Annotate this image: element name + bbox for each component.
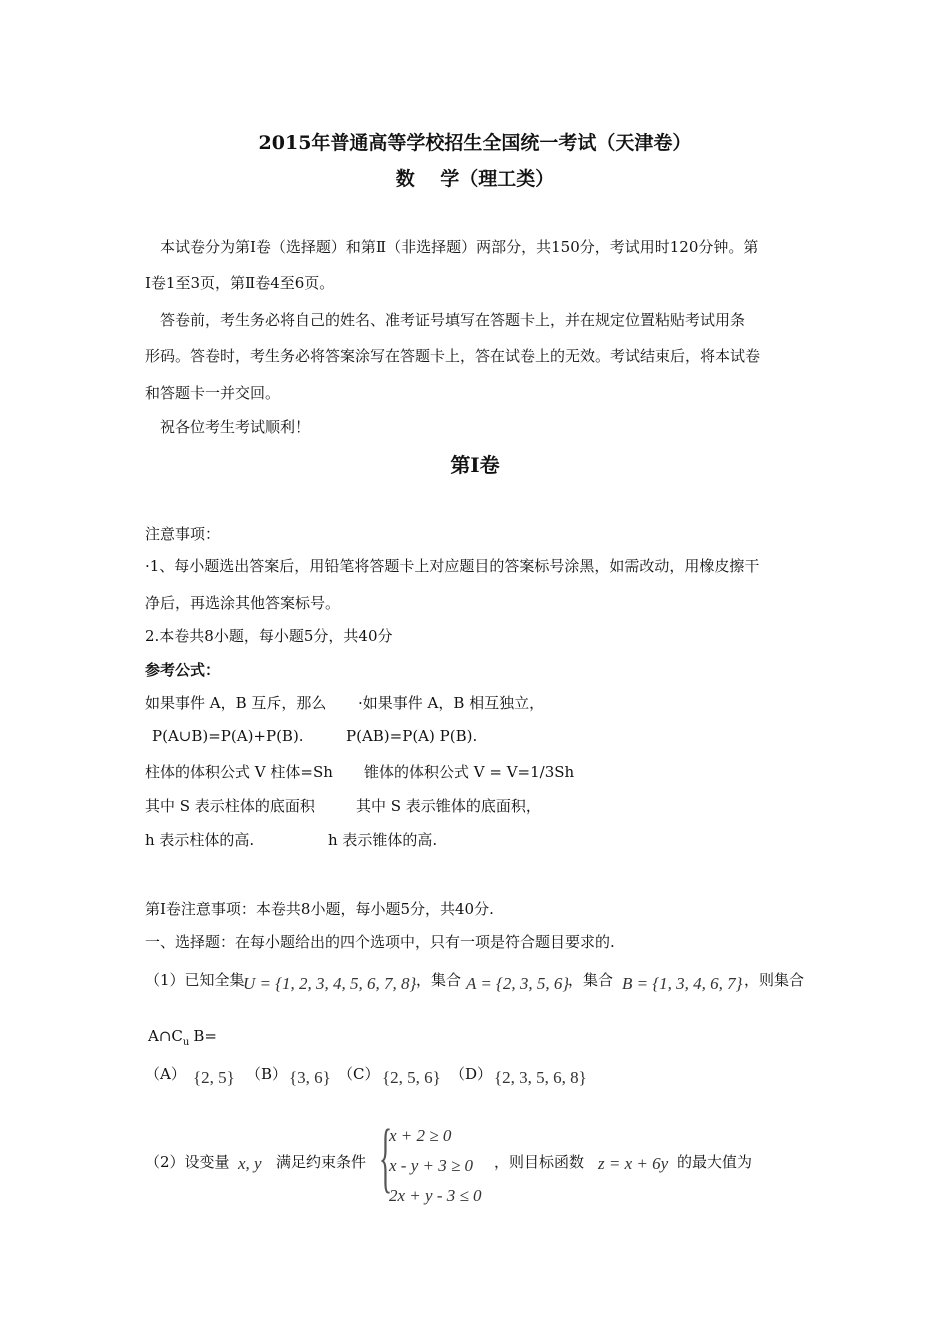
q1-option-a-label: （A） [145,1065,186,1083]
section-heading: 第Ⅰ卷 [450,453,500,477]
q1-option-b-label: （B） [246,1065,288,1083]
formula5-right: h 表示锥体的高. [328,831,438,849]
q1-expr-main: A∩C [148,1027,183,1045]
intro-wish: 祝各位考生考试顺利！ [160,418,311,436]
formula1-left: 如果事件 A，B 互斥，那么 [145,694,327,712]
note2: 2.本卷共8小题，每小题5分，共40分 [145,627,393,645]
formula5-left: h 表示柱体的高. [145,831,255,849]
q2-suffix: 的最大值为 [677,1153,753,1171]
formula3-left: 柱体的体积公式 V 柱体=Sh [145,763,333,781]
q1-expr-end: B= [193,1027,217,1045]
q1-set-B: B = {1, 3, 4, 6, 7} [622,974,743,993]
q2-constraints [389,1121,482,1211]
choice-intro: 一、选择题：在每小题给出的四个选项中，只有一项是符合题目要求的. [145,933,615,951]
q1-option-c-value: {2, 5, 6} [382,1068,441,1087]
formula1-right: ·如果事件 A，B 相互独立， [358,694,545,712]
q1-set-A: A = {2, 3, 5, 6} [466,974,570,993]
formula2-right: P(AB)=P(A) P(B). [346,727,478,745]
q1-option-d-value: {2, 3, 5, 6, 8} [494,1068,587,1087]
formula-title: 参考公式： [145,661,221,679]
intro-p2-line2: 形码。答卷时，考生务必将答案涂写在答题卡上，答在试卷上的无效。考试结束后，将本试卷 [145,347,761,365]
exam-title: 2015年普通高等学校招生全国统一考试（天津卷） [258,132,692,154]
q1-mid1: ，集合 [416,971,462,989]
q2-constraint-3: 2x + y - 3 ≤ 0 [389,1186,482,1205]
intro-p2-line3: 和答题卡一并交回。 [145,384,281,402]
intro-p1-line1: 本试卷分为第Ⅰ卷（选择题）和第Ⅱ（非选择题）两部分，共150分，考试用时120分钟。第 [160,238,759,256]
q1-prefix: （1）已知全集 [145,971,245,989]
note1-line2: 净后，再选涂其他答案标号。 [145,594,341,612]
formula4-left: 其中 S 表示柱体的底面积 [145,797,315,815]
formula4-right: 其中 S 表示锥体的底面积， [356,797,541,815]
formula2-left: P(A∪B)=P(A)+P(B). [152,727,304,745]
notes-title: 注意事项： [145,525,221,543]
q1-option-d-label: （D） [450,1065,493,1083]
q1-set-U: U = {1, 2, 3, 4, 5, 6, 7, 8} [243,974,417,993]
q1-mid2: ，集合 [568,971,614,989]
q1-option-c-label: （C） [338,1065,380,1083]
note1-line1: ·1、每小题选出答案后，用铅笔将答题卡上对应题目的答案标号涂黑，如需改动，用橡皮擦干 [145,557,760,575]
q2-mid: ，则目标函数 [494,1153,585,1171]
q1-option-a-value: {2, 5} [193,1068,235,1087]
intro-p1-line2: Ⅰ卷1至3页，第Ⅱ卷4至6页。 [145,274,335,292]
q2-constraint-1: x + 2 ≥ 0 [389,1126,452,1145]
volume-note: 第Ⅰ卷注意事项：本卷共8小题，每小题5分，共40分. [145,900,494,918]
exam-subtitle: 数 学（理工类） [395,168,555,190]
intro-p2-line1: 答卷前，考生务必将自己的姓名、准考证号填写在答题卡上，并在规定位置粘贴考试用条 [160,311,746,329]
q1-expression [148,1027,217,1048]
q1-option-b-value: {3, 6} [289,1068,331,1087]
formula3-right: 锥体的体积公式 V = V=1/3Sh [364,763,575,781]
q2-constraint-2: x - y + 3 ≥ 0 [389,1156,474,1175]
q1-expr-sub: u [182,1037,190,1048]
q2-objective: z = x + 6y [598,1154,669,1173]
q2-condition: 满足约束条件 [276,1153,367,1171]
q2-vars: x, y [238,1154,262,1173]
q2-prefix: （2）设变量 [145,1153,230,1171]
q1-suffix: ，则集合 [744,971,805,989]
brace-icon: { [379,1113,393,1200]
